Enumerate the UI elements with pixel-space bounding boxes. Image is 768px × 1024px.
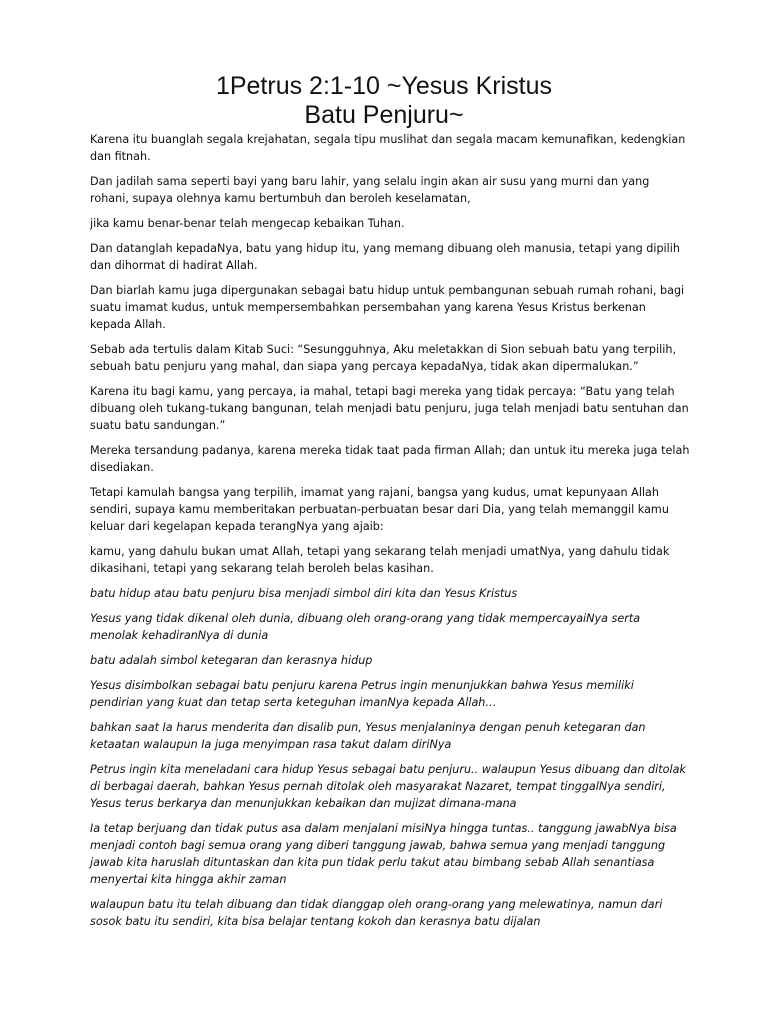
paragraph: Karena itu bagi kamu, yang percaya, ia mahal, tetapi bagi mereka yang tidak percaya: “Batu yang telah dibuang oleh tukang-tukang bangunan, telah menjadi batu penjuru, juga telah menjadi batu sentuhan dan suatu batu sandungan.” — [90, 385, 689, 432]
commentary-paragraph: batu adalah simbol ketegaran dan kerasnya hidup — [90, 654, 373, 667]
paragraph: Dan datanglah kepadaNya, batu yang hidup itu, yang memang dibuang oleh manusia, tetapi yang dipilih dan dihormat di hadirat Allah. — [90, 242, 680, 272]
commentary-paragraph: bahkan saat Ia harus menderita dan disalib pun, Yesus menjalaninya dengan penuh ketegaran dan ketaatan walaupun Ia juga menyimpan rasa takut dalam diriNya — [90, 721, 646, 751]
paragraph: Dan jadilah sama seperti bayi yang baru lahir, yang selalu ingin akan air susu yang murni dan yang rohani, supaya olehnya kamu bertumbuh dan beroleh keselamatan, — [90, 175, 650, 205]
commentary-paragraph: batu hidup atau batu penjuru bisa menjadi simbol diri kita dan Yesus Kristus — [90, 587, 518, 600]
document-body — [90, 131, 690, 938]
commentary-paragraph: Ia tetap berjuang dan tidak putus asa dalam menjalani misiNya hingga tuntas.. tanggung jawabNya bisa menjadi contoh bagi semua orang yang diberi tanggung jawab, bahwa semua yang menjadi tanggung jawab kita haruslah dituntaskan dan kita pun tidak perlu takut atau bimbang sebab Allah senantiasa menyertai kita hingga akhir zaman — [90, 822, 677, 886]
paragraph: Karena itu buanglah segala krejahatan, segala tipu muslihat dan segala macam kemunafikan, kedengkian dan fitnah. — [90, 133, 686, 163]
page-title — [0, 72, 768, 130]
commentary-paragraph: Yesus disimbolkan sebagai batu penjuru karena Petrus ingin menunjukkan bahwa Yesus memiliki pendirian yang kuat dan tetap serta keteguhan imanNya kepada Allah… — [90, 679, 634, 709]
title-line-2: Batu Penjuru~ — [304, 101, 464, 129]
commentary-paragraph: Yesus yang tidak dikenal oleh dunia, dibuang oleh orang-orang yang tidak mempercayaiNya serta menolak kehadiranNya di dunia — [90, 612, 641, 642]
title-line-1: 1Petrus 2:1-10 ~Yesus Kristus — [215, 72, 553, 100]
paragraph: Tetapi kamulah bangsa yang terpilih, imamat yang rajani, bangsa yang kudus, umat kepunyaan Allah sendiri, supaya kamu memberitakan perbuatan-perbuatan besar dari Dia, yang telah memanggil kamu keluar dari kegelapan kepada terangNya yang ajaib: — [90, 486, 669, 533]
commentary-paragraph: Petrus ingin kita meneladani cara hidup Yesus sebagai batu penjuru.. walaupun Yesus dibuang dan ditolak di berbagai daerah, bahkan Yesus pernah ditolak oleh masyarakat Nazaret, tempat tinggalNya sendiri, Yesus terus berkarya dan menunjukkan kebaikan dan mujizat dimana-mana — [90, 763, 686, 810]
paragraph: Sebab ada tertulis dalam Kitab Suci: “Sesungguhnya, Aku meletakkan di Sion sebuah batu yang terpilih, sebuah batu penjuru yang mahal, dan siapa yang percaya kepadaNya, tidak akan dipermalukan.” — [90, 343, 677, 373]
paragraph: Dan biarlah kamu juga dipergunakan sebagai batu hidup untuk pembangunan sebuah rumah rohani, bagi suatu imamat kudus, untuk mempersembahkan persembahan yang karena Yesus Kristus berkenan kepada Allah. — [90, 284, 685, 331]
paragraph: jika kamu benar-benar telah mengecap kebaikan Tuhan. — [90, 217, 405, 230]
commentary-paragraph: walaupun batu itu telah dibuang dan tidak dianggap oleh orang-orang yang melewatinya, namun dari sosok batu itu sendiri, kita bisa belajar tentang kokoh dan kerasnya batu dijalan — [90, 898, 663, 928]
paragraph: Mereka tersandung padanya, karena mereka tidak taat pada firman Allah; dan untuk itu mereka juga telah disediakan. — [90, 444, 690, 474]
paragraph: kamu, yang dahulu bukan umat Allah, tetapi yang sekarang telah menjadi umatNya, yang dahulu tidak dikasihani, tetapi yang sekarang telah beroleh belas kasihan. — [90, 545, 670, 575]
